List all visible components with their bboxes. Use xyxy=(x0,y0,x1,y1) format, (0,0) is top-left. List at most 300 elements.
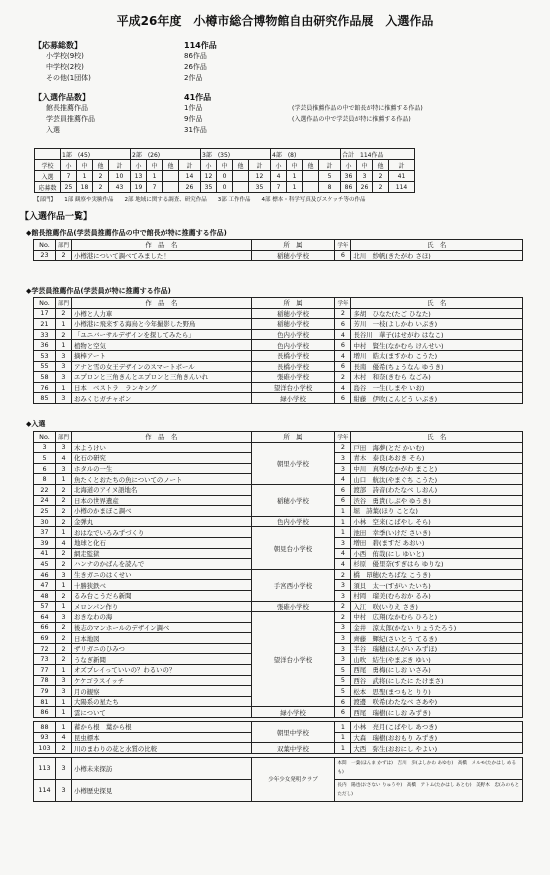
entry-dept: 1 xyxy=(55,580,71,591)
stats-column-header: 他 xyxy=(93,160,109,171)
stats-column-header: 中 xyxy=(77,160,93,171)
table-row xyxy=(34,340,523,351)
summary-block xyxy=(34,40,504,136)
stats-cell: 1 xyxy=(287,171,303,182)
stats-cell: 18 xyxy=(77,182,93,193)
stats-group-header: 4部 (8) xyxy=(271,149,341,160)
entry-school: 色内小学校 xyxy=(251,329,335,340)
entry-dept: 1 xyxy=(55,382,71,393)
entry-grade: 6 xyxy=(335,319,351,330)
col-work: 作 品 名 xyxy=(71,298,251,309)
entry-work: 地球と化石 xyxy=(71,537,251,548)
entry-name: 北川 紗帆(きたがわ さほ) xyxy=(351,250,523,261)
entry-name: 小西 侑哉(にし ゆいと) xyxy=(351,548,523,559)
summary-row xyxy=(34,114,504,125)
entry-no: 41 xyxy=(34,548,56,559)
entry-name: 齊藤 輝紀(さいとう てるき) xyxy=(351,633,523,644)
entry-dept: 1 xyxy=(55,527,71,538)
entry-dept: 2 xyxy=(55,250,71,261)
entry-school: 稲穂小学校 xyxy=(251,484,335,516)
entry-work: オズプレイっていいの？わるいの？ xyxy=(71,665,251,676)
entry-no: 5 xyxy=(34,453,56,464)
entry-no: 3 xyxy=(34,442,56,453)
entry-dept: 2 xyxy=(55,495,71,506)
entry-work: 北海道のアイヌ語地名 xyxy=(71,484,251,495)
stats-group-header: 3部 (35) xyxy=(201,149,271,160)
entry-name: 池田 幸季(いけだ さいき) xyxy=(351,527,523,538)
entry-name: 中村 広翔(なかむら ひろと) xyxy=(351,612,523,623)
entry-grade: 6 xyxy=(335,250,351,261)
table-row xyxy=(34,722,523,733)
entry-dept: 3 xyxy=(55,757,71,779)
entry-dept: 4 xyxy=(55,732,71,743)
summary-label: 学芸員推薦作品 xyxy=(46,115,95,123)
stats-cell: 41 xyxy=(389,171,415,182)
entry-work: おきなわの海 xyxy=(71,612,251,623)
entry-dept: 2 xyxy=(55,633,71,644)
entry-work: 植物と空気 xyxy=(71,340,251,351)
stats-cell: 8 xyxy=(319,182,341,193)
entry-no: 46 xyxy=(34,569,56,580)
summary-row xyxy=(34,92,504,103)
entry-name: 山吹 結生(やまぶき ゆい) xyxy=(351,654,523,665)
stats-cell: 12 xyxy=(249,171,271,182)
entry-no: 37 xyxy=(34,527,56,538)
stats-column-header: 小 xyxy=(271,160,287,171)
entry-work: 魚たくとおたちの魚についてのノート xyxy=(71,474,251,485)
stats-column-header: 計 xyxy=(179,160,201,171)
stats-column-header: 中 xyxy=(357,160,373,171)
entry-grade: 1 xyxy=(335,516,351,527)
stats-cell: 35 xyxy=(249,182,271,193)
entry-dept: 2 xyxy=(55,643,71,654)
entry-name: 紺藤 伊吹(こんどう いぶき) xyxy=(351,393,523,404)
entry-dept: 3 xyxy=(55,442,71,453)
summary-row xyxy=(34,103,504,114)
entry-school: 長橋小学校 xyxy=(251,350,335,361)
entry-no: 73 xyxy=(34,654,56,665)
entry-school: 少年少女発明クラブ xyxy=(251,757,335,801)
col-grade: 学年 xyxy=(335,298,351,309)
table-row xyxy=(34,612,523,623)
entry-grade: 1 xyxy=(335,743,351,754)
entry-no: 78 xyxy=(34,675,56,686)
entry-school: 張碓小学校 xyxy=(251,601,335,612)
entry-school: 朝見台小学校 xyxy=(251,527,335,569)
stats-column-header: 小 xyxy=(131,160,147,171)
stats-cell: 5 xyxy=(319,171,341,182)
entries-table xyxy=(33,431,523,802)
summary-value: 86作品 xyxy=(184,52,207,60)
summary-value: 9作品 xyxy=(184,115,203,123)
entry-work: 大陽系の星たち xyxy=(71,696,251,707)
entry-grade: 2 xyxy=(335,569,351,580)
stats-cell: 35 xyxy=(201,182,217,193)
entry-name: 島谷 一生(しまや いお) xyxy=(351,382,523,393)
summary-label: 【入選作品数】 xyxy=(34,93,90,102)
entry-name: 大西 弥生(おおにし やよい) xyxy=(351,743,523,754)
entry-work: 小樽港に飛来する海鳥と今年撮影した野鳥 xyxy=(71,319,251,330)
summary-row xyxy=(34,51,504,62)
stats-cell: 7 xyxy=(271,182,287,193)
entry-dept: 4 xyxy=(55,453,71,464)
entry-name: 堀 詩葉(ほり ことな) xyxy=(351,506,523,517)
entry-no: 79 xyxy=(34,686,56,697)
stats-cell: 86 xyxy=(341,182,357,193)
stats-column-header: 他 xyxy=(303,160,319,171)
stats-column-header: 計 xyxy=(319,160,341,171)
entry-no: 77 xyxy=(34,665,56,676)
entry-no: 69 xyxy=(34,633,56,644)
entry-no: 47 xyxy=(34,580,56,591)
entry-work: 生きガニのはくせい xyxy=(71,569,251,580)
col-name: 氏 名 xyxy=(351,298,523,309)
stats-cell xyxy=(233,171,249,182)
entry-dept: 1 xyxy=(55,601,71,612)
entry-no: 17 xyxy=(34,308,56,319)
table-row xyxy=(34,250,523,261)
entry-no: 48 xyxy=(34,590,56,601)
entry-dept: 1 xyxy=(55,722,71,733)
stats-cell xyxy=(163,171,179,182)
stats-cell: 10 xyxy=(109,171,131,182)
table-header-row xyxy=(34,298,523,309)
entry-no: 24 xyxy=(34,495,56,506)
entry-grade: 5 xyxy=(335,675,351,686)
col-work: 作 品 名 xyxy=(71,240,251,251)
entry-name: 芳川 一枝(よしかわ いぶき) xyxy=(351,319,523,330)
entry-dept: 2 xyxy=(55,548,71,559)
entry-grade: 3 xyxy=(335,633,351,644)
entry-school: 望洋台小学校 xyxy=(251,612,335,707)
stats-column-header: 他 xyxy=(163,160,179,171)
entry-name: 金井 涼太郎(かない りょうたろう) xyxy=(351,622,523,633)
entry-school: 稲穂小学校 xyxy=(251,250,335,261)
entry-name: 増田 碧(ますだ あおい) xyxy=(351,537,523,548)
entry-dept: 1 xyxy=(55,319,71,330)
stats-cell: 14 xyxy=(179,171,201,182)
entry-grade: 3 xyxy=(335,463,351,474)
table-header-row xyxy=(34,240,523,251)
entry-dept: 2 xyxy=(55,506,71,517)
stats-cell: 25 xyxy=(61,182,77,193)
table-row xyxy=(34,393,523,404)
summary-value: 1作品 xyxy=(184,104,203,112)
stats-group-row xyxy=(35,149,415,160)
entry-work: 蓄から根 葉から根 xyxy=(71,722,251,733)
entry-name: 杉原 優里奈(すぎはら ゆりな) xyxy=(351,559,523,570)
entry-grade: 3 xyxy=(335,580,351,591)
stats-column-header: 中 xyxy=(287,160,303,171)
entry-work: うなぎ新聞 xyxy=(71,654,251,665)
summary-label: その他(1団体) xyxy=(46,74,91,82)
entry-work: 小樽港について調べてみました！ xyxy=(71,250,251,261)
entry-no: 33 xyxy=(34,329,56,340)
entry-grade: 2 xyxy=(335,308,351,319)
entry-name: 橋 昂穂(たちばな こうき) xyxy=(351,569,523,580)
stats-cell: 19 xyxy=(131,182,147,193)
entry-school: 手宮西小学校 xyxy=(251,569,335,601)
col-no: No. xyxy=(34,432,56,443)
entry-name: 山口 航汰(やまぐち こうた) xyxy=(351,474,523,485)
entry-dept: 2 xyxy=(55,590,71,601)
entry-work: 化石の研究 xyxy=(71,453,251,464)
stats-cell: 12 xyxy=(201,171,217,182)
stats-cell: 26 xyxy=(179,182,201,193)
department-note: 【部門】 1部 観察や実験作品 2部 地域に関する調査、研究作品 3部 工作作品 4部 標本・科学写真及びスケッチ等の作品 xyxy=(34,197,366,203)
stats-school-label: 学校 xyxy=(35,160,61,171)
entry-dept: 1 xyxy=(55,474,71,485)
entry-grade: 2 xyxy=(335,601,351,612)
table-row xyxy=(34,601,523,612)
stats-column-header: 中 xyxy=(217,160,233,171)
col-dept: 部門 xyxy=(55,432,71,443)
entry-school: 朝里中学校 xyxy=(251,722,335,743)
entry-name: 中村 賢生(なかむら けんせい) xyxy=(351,340,523,351)
col-name: 氏 名 xyxy=(351,240,523,251)
entry-work: 日本の世界遺産 xyxy=(71,495,251,506)
entry-dept: 3 xyxy=(55,350,71,361)
col-school: 所 属 xyxy=(251,432,335,443)
entry-no: 55 xyxy=(34,361,56,372)
entry-grade: 1 xyxy=(335,506,351,517)
entry-work: 川のまわりの花と水質の比較 xyxy=(71,743,251,754)
stats-cell: 1 xyxy=(147,171,163,182)
entry-grade: 6 xyxy=(335,393,351,404)
entry-name: 長南 優希(ちょうなん ゆうき) xyxy=(351,361,523,372)
entry-grade: 4 xyxy=(335,350,351,361)
entry-no: 85 xyxy=(34,393,56,404)
table-row xyxy=(34,350,523,361)
entry-no: 6 xyxy=(34,463,56,474)
entry-school: 双葉中学校 xyxy=(251,743,335,754)
stats-column-header: 計 xyxy=(389,160,415,171)
entry-no: 30 xyxy=(34,516,56,527)
summary-value: 31作品 xyxy=(184,126,207,134)
entry-work: 小樽のかまぼこ調べ xyxy=(71,506,251,517)
stats-cell: 114 xyxy=(389,182,415,193)
stats-cell: 0 xyxy=(217,182,233,193)
entry-work: ケケゴラスイッチ xyxy=(71,675,251,686)
entry-name: 渋谷 勇貴(しぶや ゆうき) xyxy=(351,495,523,506)
entry-name: 西尾 勇梅(にしお いさみ) xyxy=(351,665,523,676)
entry-school: 朝里小学校 xyxy=(251,442,335,484)
table-row xyxy=(34,372,523,383)
entry-dept: 3 xyxy=(55,779,71,801)
stats-row xyxy=(35,171,415,182)
table-row xyxy=(34,319,523,330)
stats-cell: 0 xyxy=(217,171,233,182)
table-row xyxy=(34,569,523,580)
entry-dept: 2 xyxy=(55,484,71,495)
entry-name: 入江 咲(いりえ さき) xyxy=(351,601,523,612)
table-row xyxy=(34,329,523,340)
summary-value: 114作品 xyxy=(184,41,217,50)
entry-no: 93 xyxy=(34,732,56,743)
entry-work: 十勝狭鉄べ xyxy=(71,580,251,591)
entry-school: 色内小学校 xyxy=(251,340,335,351)
entry-dept: 3 xyxy=(55,569,71,580)
entry-work: メロンパン作り xyxy=(71,601,251,612)
entry-grade: 2 xyxy=(335,442,351,453)
stats-column-header: 中 xyxy=(147,160,163,171)
stats-cell xyxy=(233,182,249,193)
stats-column-row xyxy=(35,160,415,171)
entry-grade: 3 xyxy=(335,643,351,654)
entry-no: 76 xyxy=(34,382,56,393)
stats-column-header: 小 xyxy=(201,160,217,171)
entry-no: 21 xyxy=(34,319,56,330)
table-row xyxy=(34,527,523,538)
entry-name: 大森 瑞樹(おおもり みずき) xyxy=(351,732,523,743)
table-row xyxy=(34,361,523,372)
entry-no: 25 xyxy=(34,506,56,517)
entry-grade: 1 xyxy=(335,732,351,743)
entry-no: 103 xyxy=(34,743,56,754)
entry-dept: 1 xyxy=(55,707,71,718)
entry-work: アナと雪の女王デザインのスマートボール xyxy=(71,361,251,372)
stats-cell: 7 xyxy=(61,171,77,182)
entry-no: 64 xyxy=(34,612,56,623)
entry-work: 「ユニバーサルデザインを探してみたら」 xyxy=(71,329,251,340)
entry-no: 22 xyxy=(34,484,56,495)
entry-no: 45 xyxy=(34,559,56,570)
entry-grade: 4 xyxy=(335,382,351,393)
table-row xyxy=(34,442,523,453)
entry-grade: 6 xyxy=(335,340,351,351)
entry-no: 57 xyxy=(34,601,56,612)
stats-cell: 2 xyxy=(93,182,109,193)
entry-dept: 2 xyxy=(55,329,71,340)
summary-label: 【応募総数】 xyxy=(34,41,82,50)
table-row xyxy=(34,308,523,319)
entry-no: 39 xyxy=(34,537,56,548)
entry-grade: 3 xyxy=(335,654,351,665)
stats-cell: 26 xyxy=(357,182,373,193)
entry-school: 稲穂小学校 xyxy=(251,319,335,330)
entry-dept: 3 xyxy=(55,686,71,697)
stats-cell: 2 xyxy=(373,182,389,193)
table-row xyxy=(34,516,523,527)
entry-no: 81 xyxy=(34,696,56,707)
entry-dept: 1 xyxy=(55,665,71,676)
entry-work: 網走監獄 xyxy=(71,548,251,559)
entry-grade: 6 xyxy=(335,495,351,506)
entry-grade: 5 xyxy=(335,665,351,676)
stats-cell: 36 xyxy=(341,171,357,182)
entry-work: 小樽未来探訪 xyxy=(71,757,251,779)
summary-label: 小学校(9校) xyxy=(46,52,84,60)
stats-cell: 2 xyxy=(93,171,109,182)
stats-cell xyxy=(163,182,179,193)
entry-grade: 3 xyxy=(335,622,351,633)
entry-name: 半谷 瑞穂(はんがい みずほ) xyxy=(351,643,523,654)
summary-label: 館長推薦作品 xyxy=(46,104,88,112)
entry-dept: 3 xyxy=(55,612,71,623)
stats-cell: 7 xyxy=(147,182,163,193)
entry-dept: 2 xyxy=(55,516,71,527)
stats-cell xyxy=(303,171,319,182)
entry-no: 58 xyxy=(34,372,56,383)
entry-name: 西尾 瑞樹(にしお みずき) xyxy=(351,707,523,718)
entry-grade: 4 xyxy=(335,329,351,340)
summary-row xyxy=(34,125,504,136)
stats-column-header: 他 xyxy=(373,160,389,171)
stats-group-header: 1部 (45) xyxy=(61,149,131,160)
entry-work: 後志のマンホールのデザイン調べ xyxy=(71,622,251,633)
entry-work: 日本 ベストラ ランキング xyxy=(71,382,251,393)
entry-names: 本間 一葉(ほんま かずは) 吉川 歩(よしかわ あゆむ) 高橋 メルモ(たかはし めるも) xyxy=(335,757,523,779)
entry-grade: 3 xyxy=(335,590,351,601)
col-school: 所 属 xyxy=(251,298,335,309)
stats-corner xyxy=(35,149,61,160)
entry-school: 張碓小学校 xyxy=(251,372,335,383)
stats-row xyxy=(35,182,415,193)
entry-name: 渡部 詩音(わたなべ しおん) xyxy=(351,484,523,495)
entry-grade: 3 xyxy=(335,537,351,548)
entry-grade: 6 xyxy=(335,484,351,495)
entry-grade: 1 xyxy=(335,527,351,538)
entry-no: 53 xyxy=(34,350,56,361)
stats-cell: 1 xyxy=(77,171,93,182)
entry-name: 長谷川 華子(はせがわ はなこ) xyxy=(351,329,523,340)
summary-value: 41作品 xyxy=(184,93,212,102)
entry-name: 松本 思聖(まつもと りり) xyxy=(351,686,523,697)
stats-cell xyxy=(303,182,319,193)
entry-no: 86 xyxy=(34,707,56,718)
entry-school: 望洋台小学校 xyxy=(251,382,335,393)
entry-grade: 4 xyxy=(335,474,351,485)
entry-no: 8 xyxy=(34,474,56,485)
entry-dept: 3 xyxy=(55,393,71,404)
entry-school: 稲穂小学校 xyxy=(251,308,335,319)
entry-grade: 3 xyxy=(335,453,351,464)
stats-cell: 1 xyxy=(287,182,303,193)
col-no: No. xyxy=(34,240,56,251)
entry-no: 114 xyxy=(34,779,56,801)
stats-table xyxy=(34,148,415,193)
col-school: 所 属 xyxy=(251,240,335,251)
col-grade: 学年 xyxy=(335,432,351,443)
entry-name: 小林 亮月(こばやし あつき) xyxy=(351,722,523,733)
table-header-row xyxy=(34,432,523,443)
page-title: 平成26年度 小樽市総合博物館自由研究作品展 入選作品 xyxy=(116,14,434,28)
entry-name: 多胡 ひなた(たご ひなた) xyxy=(351,308,523,319)
entry-name: 青木 泰良(あおき そら) xyxy=(351,453,523,464)
summary-value: 26作品 xyxy=(184,63,207,71)
col-dept: 部門 xyxy=(55,298,71,309)
entry-dept: 3 xyxy=(55,361,71,372)
entry-work: 小樽歴史探見 xyxy=(71,779,251,801)
stats-cell: 4 xyxy=(271,171,287,182)
entry-name: 増川 皓太(ますかわ こうた) xyxy=(351,350,523,361)
col-name: 氏 名 xyxy=(351,432,523,443)
entry-name: 西谷 武将(にしたに たけまさ) xyxy=(351,675,523,686)
list-heading: 【入選作品一覧】 xyxy=(20,212,93,222)
entry-school: 色内小学校 xyxy=(251,516,335,527)
entry-grade: 2 xyxy=(335,372,351,383)
entry-work: おはなでいろみずづくり xyxy=(71,527,251,538)
entry-work: 日本地図 xyxy=(71,633,251,644)
entries-heading: ◆入選 xyxy=(26,420,46,428)
entry-dept: 1 xyxy=(55,696,71,707)
entry-name: 渡邊 咲希(わたなべ さあや) xyxy=(351,696,523,707)
stats-group-header: 2部 (26) xyxy=(131,149,201,160)
entry-dept: 1 xyxy=(55,340,71,351)
stats-row-label: 応募数 xyxy=(35,182,61,193)
col-work: 作 品 名 xyxy=(71,432,251,443)
summary-row xyxy=(34,73,504,84)
